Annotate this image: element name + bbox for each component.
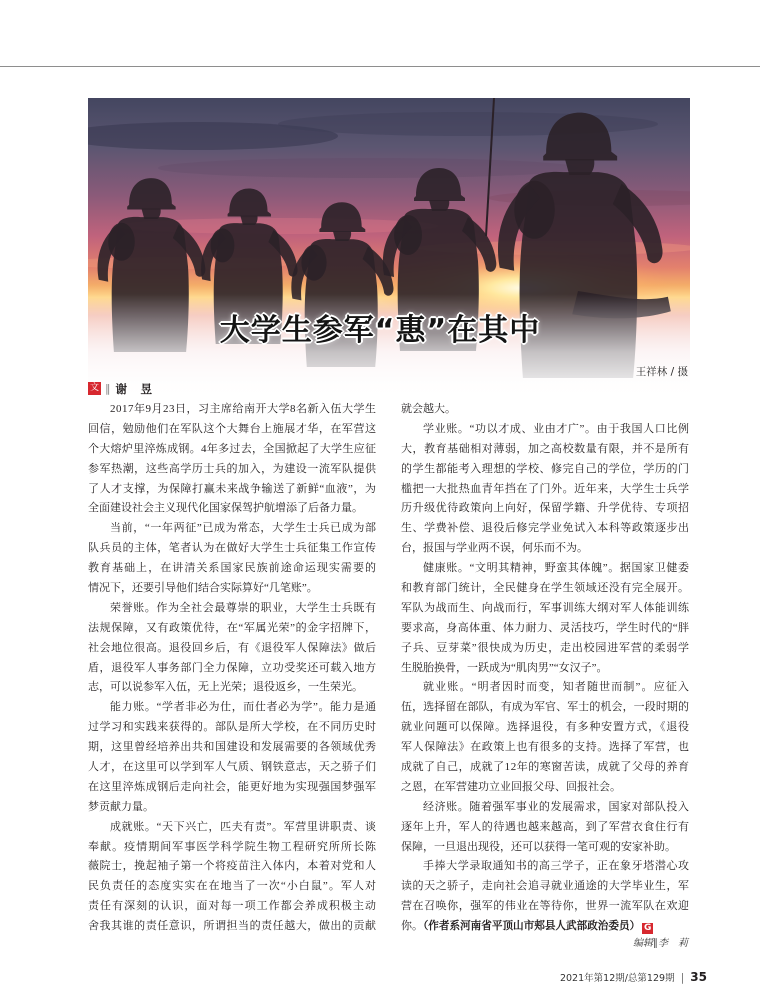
text-line-content: 了人才支撑，为保障打赢未来战争输送了新鲜“血液”，为 [88,482,377,495]
text-line [401,917,689,937]
paragraph [401,857,689,937]
article-title: 大学生参军“惠”在其中 [219,313,541,348]
footer [560,969,707,985]
text-line-content: 学业账。“功以才成、业由才广”。由于我国人口比例 [423,422,690,435]
text-line [401,897,689,917]
text-line-content: 人才，在这里可以学到军人气质、钢铁意志，天之骄子们 [88,761,377,774]
text-line [401,499,689,519]
text-line-content: 要求高，身高体重、体力耐力、灵活技巧，学生时代的“胖 [401,621,690,634]
text-line-content: 生脱胎换骨，一跃成为“肌肉男”“女汉子”。 [401,661,608,674]
issue-info: 2021年第12期/总第129期 [559,973,675,984]
text-line-content: 生、学费补偿、退役后修完学业免试入本科等政策逐步出 [401,522,690,535]
text-line-content: 志，可以说参军入伍，无上光荣；退役返乡，一生荣光。 [88,681,363,694]
column-right [401,400,689,937]
text-line-content: 回信，勉励他们在军队这个大舞台上施展才华，在军营这 [88,422,377,435]
paragraph [401,678,689,797]
text-line [88,818,376,838]
paragraph [88,818,376,937]
text-line-content: 2017年9月23日，习主席给南开大学8名新入伍大学生 [110,403,377,415]
text-line [88,838,376,858]
text-line [401,877,689,897]
text-line [401,758,689,778]
text-line [88,420,376,440]
text-line [88,698,376,718]
text-line-content: 的学生都能考入理想的学校、修完自己的学位，学历的门 [401,462,690,475]
text-line [88,917,376,937]
text-line [88,539,376,559]
text-line-content: 经济账。随着强军事业的发展需求，国家对部队投入 [423,800,690,813]
text-line-content: 舍我其谁的责任意识，所谓担当的责任越大，做出的贡献 [88,920,377,933]
text-line-content: 成就了自己，成就了12年的寒窗苦读，成就了父母的养育 [401,761,690,774]
text-line [88,480,376,500]
page-number: 35 [690,970,707,984]
text-line [401,698,689,718]
paragraph [88,698,376,817]
text-line [88,718,376,738]
text-line-content: 社会地位很高。退役回乡后，有《退役军人保障法》做后 [88,641,377,654]
author-affiliation-note: （作者系河南省平顶山市郏县人武部政治委员） [423,920,641,933]
text-line [401,619,689,639]
text-line [88,659,376,679]
text-line-content: 读的天之骄子，走向社会追寻就业通途的大学毕业生，军 [401,880,690,893]
text-line [88,758,376,778]
text-line [401,798,689,818]
text-line-content: 过学习和实践来获得的。部队是所大学校，在不同历史时 [88,721,377,734]
text-line [401,857,689,877]
text-line [401,539,689,559]
text-line [401,599,689,619]
byline-tag: 文 [89,383,99,393]
paragraph [401,798,689,858]
text-line [401,818,689,838]
text-line-content: 成就账。“天下兴亡，匹夫有责”。军营里讲职责、谈 [110,820,377,833]
text-line [401,738,689,758]
text-line-content: 营在召唤你，强军的伟业在等待你，世界一流军队在欢迎 [401,900,690,913]
byline [88,381,153,396]
text-line [401,480,689,500]
text-line-content: 全面建设社会主义现代化国家保驾护航增添了后备力量。 [88,502,363,515]
text-line-content: 就业账。“明者因时而变，知者随世而制”。应征入 [423,681,691,694]
text-line [401,420,689,440]
text-line [88,857,376,877]
editor-credit: 编辑∥李 莉 [633,938,688,949]
text-line-content: 子兵、豆芽菜”很快成为历史，走出校园进军营的柔弱学 [401,641,690,654]
text-line [401,778,689,798]
text-line [401,718,689,738]
text-line-content: 民负责任的态度实实在在地当了一次“小白鼠”。军人对 [88,880,378,893]
text-line-content: 个大熔炉里淬炼成钢。4年多过去，全国掀起了大学生应征 [88,442,377,455]
text-line [401,678,689,698]
text-line-content: 盾，退役军人事务部门全力保障，立功受奖还可载入地方 [88,661,377,674]
text-line-content: 情况下，还要引导他们结合实际算好“几笔账”。 [88,582,318,595]
text-line-content: 手捧大学录取通知书的高三学子，正在象牙塔潜心攻 [423,860,690,873]
text-line-content: 当前，“一年两征”已成为常态，大学生士兵已成为部 [110,522,377,535]
paragraph [401,420,689,559]
text-line-content: 荣誉账。作为全社会最尊崇的职业，大学生士兵既有 [110,601,377,614]
text-line [88,440,376,460]
text-line-content: 在这里淬炼成钢后走向社会，能更好地为实现强国梦强军 [88,780,377,793]
text-line-content: 大，教育基础相对薄弱，加之高校数量有限，并不是所有 [401,442,690,455]
text-line [88,897,376,917]
text-line-content: 伍，选择留在部队，有成为军官、军士的机会，一段时期的 [401,701,690,714]
author-name: 谢 昱 [115,381,153,396]
paragraph [88,400,376,519]
text-line-content: 参军热潮，这些高学历士兵的加入，为建设一流军队提供 [88,462,377,475]
text-line [88,579,376,599]
text-line-content: 槛把一大批热血青年挡在了门外。近年来，大学生士兵学 [401,482,690,495]
text-line [88,738,376,758]
text-line-content: 法规保障，又有政策优待，在“军属光荣”的金字招牌下， [88,621,377,634]
hero-photo [88,98,690,400]
photo-credit: 王祥林 / 摄 [635,366,688,378]
text-line [88,778,376,798]
text-line-content: 奉献。疫情期间军事医学科学院生物工程研究所所长陈 [88,840,378,853]
paragraph [401,559,689,678]
text-line [88,499,376,519]
text-line-content: 之恩，在军营建功立业回报父母、回报社会。 [401,780,621,793]
text-line [88,639,376,659]
text-line [88,400,376,420]
text-line-content: 和教育部门统计，全民健身在学生领域还没有完全展开。 [401,582,690,595]
text-line-content: 梦贡献力量。 [88,800,154,813]
paragraph [401,400,689,420]
text-line-content: 薇院士，挽起袖子第一个将疫苗注入体内，本着对党和人 [88,860,377,873]
text-line [88,619,376,639]
text-line [88,559,376,579]
text-line-content: 就业问题可以保障。选择退役，有多种安置方式，《退役 [401,721,690,734]
footer-separator: | [680,970,685,984]
column-left [88,400,376,937]
paragraph [88,599,376,698]
text-line [88,798,376,818]
text-line-content: 教育基础上，在讲清关系国家民族前途命运现实需要的 [88,562,378,575]
text-line-content: 逐年上升，军人的待遇也越来越高，到了军营衣食住行有 [401,820,690,833]
text-line-content: 就会越大。 [401,403,456,415]
paragraph [88,519,376,599]
text-line [401,639,689,659]
text-line-content: 历升级优待政策向上向好，保留学籍、升学优待、专项招 [401,502,690,515]
text-line [88,599,376,619]
text-line [88,460,376,480]
text-line [401,460,689,480]
text-line [401,400,689,420]
text-line-content: 能力账。“学者非必为仕，而仕者必为学”。能力是通 [110,701,377,714]
text-line-content: 军队为战而生、向战而行，军事训练大纲对军人体能训练 [401,601,690,614]
text-line-content: 期，这里曾经培养出共和国建设和发展需要的各领域优秀 [88,741,377,754]
text-line [401,519,689,539]
text-line-content: 军人保障法》在政策上也有很多的支持。选择了军营，也 [401,741,690,754]
end-mark-icon: G [643,923,652,934]
text-line [401,579,689,599]
byline-separator: ‖ [105,382,111,395]
text-line [401,440,689,460]
text-line-content: 台，报国与学业两不误，何乐而不为。 [401,542,588,555]
text-line [88,877,376,897]
text-line-content: 责任有深刻的认识，面对每一项工作都会养成积极主动 [88,900,378,913]
text-line [401,838,689,858]
text-line-content: 你。 [401,920,423,933]
text-line [401,559,689,579]
text-line [401,659,689,679]
text-line-content: 队兵员的主体，笔者认为在做好大学生士兵征集工作宣传 [88,542,377,555]
text-line [88,678,376,698]
text-line [88,519,376,539]
page-top-rule [0,66,760,67]
text-line-content: 健康账。“文明其精神，野蛮其体魄”。据国家卫健委 [423,562,690,575]
text-line-content: 保障，一旦退出现役，还可以获得一笔可观的安家补助。 [401,840,676,853]
